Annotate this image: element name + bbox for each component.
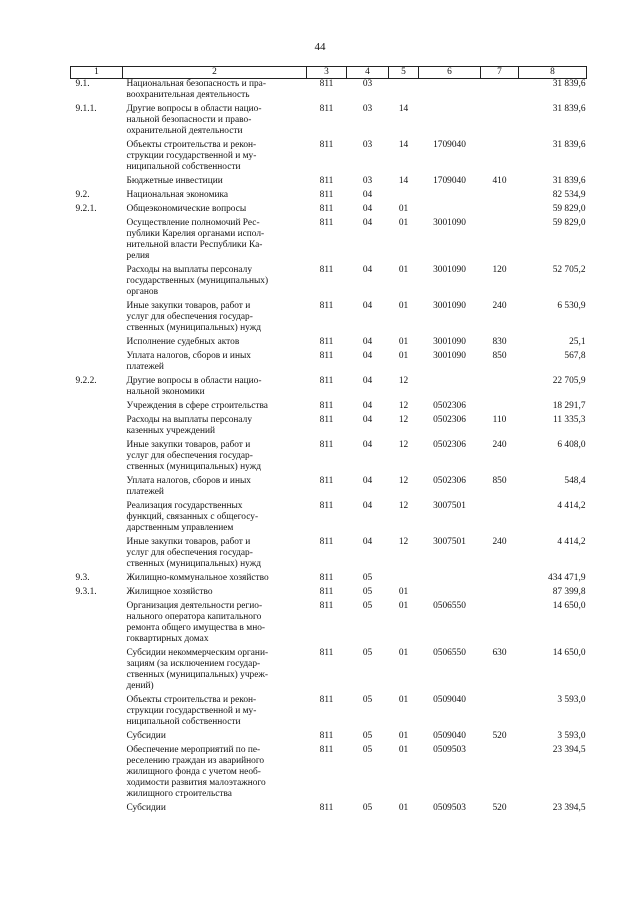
code-subsection: 12 [398, 415, 409, 425]
column-header: 3 [307, 67, 347, 79]
code-expense-type: 520 [492, 803, 507, 813]
budget-table [70, 66, 587, 814]
row-amount: 6 530,9 [557, 301, 586, 311]
code-expense-type: 120 [492, 265, 507, 275]
table-row [71, 298, 587, 334]
code-section: 04 [362, 537, 373, 547]
code-target [419, 373, 481, 398]
table-row [71, 570, 587, 584]
row-number [71, 598, 123, 645]
row-amount: 23 394,5 [552, 803, 586, 813]
row-amount: 14 650,0 [552, 601, 586, 611]
row-number: 9.2.1. [75, 204, 97, 214]
code-ministry: 811 [319, 337, 334, 347]
code-expense-type [481, 692, 519, 728]
code-target: 3001090 [433, 337, 466, 347]
code-subsection: 01 [398, 587, 409, 597]
row-number [71, 137, 123, 173]
row-number [71, 348, 123, 373]
code-ministry: 811 [319, 376, 334, 386]
page-number: 44 [314, 41, 326, 53]
code-subsection: 01 [398, 601, 409, 611]
code-ministry: 811 [319, 79, 334, 89]
row-number: 9.2.2. [75, 376, 97, 386]
row-number: 9.2. [75, 190, 90, 200]
column-header: 6 [419, 67, 481, 79]
code-target: 0509503 [433, 745, 466, 755]
row-amount: 3 593,0 [557, 731, 586, 741]
code-section: 04 [362, 204, 373, 214]
row-title: Другие вопросы в области нацио- нальной безопасности и право- охранительной деятельности [126, 104, 262, 136]
code-target: 3001090 [433, 265, 466, 275]
row-number [71, 742, 123, 800]
code-expense-type [481, 187, 519, 201]
code-subsection: 01 [398, 337, 409, 347]
row-title: Жилищно-коммунальное хозяйство [126, 573, 269, 583]
row-title: Субсидии [126, 803, 166, 813]
code-subsection: 01 [398, 265, 409, 275]
table-row [71, 534, 587, 570]
code-ministry: 811 [319, 745, 334, 755]
table-row [71, 373, 587, 398]
code-subsection: 01 [398, 204, 409, 214]
column-header: 7 [481, 67, 519, 79]
code-subsection: 12 [398, 440, 409, 450]
code-ministry: 811 [319, 351, 334, 361]
code-section: 04 [362, 218, 373, 228]
code-target: 0509503 [433, 803, 466, 813]
code-section: 03 [362, 79, 373, 89]
row-number: 9.1. [75, 79, 90, 89]
row-amount: 434 471,9 [548, 573, 586, 583]
code-ministry: 811 [319, 176, 334, 186]
code-target: 0509040 [433, 731, 466, 741]
code-subsection [389, 187, 419, 201]
table-row [71, 262, 587, 298]
row-title: Объекты строительства и рекон- струкции государственной и му- ниципальной собственности [126, 140, 257, 172]
code-section: 04 [362, 415, 373, 425]
code-section: 03 [362, 104, 373, 114]
code-section: 04 [362, 337, 373, 347]
row-amount: 4 414,2 [557, 501, 586, 511]
row-number [71, 498, 123, 534]
column-header: 5 [389, 67, 419, 79]
code-expense-type [481, 570, 519, 584]
row-title: Общеэкономические вопросы [126, 204, 247, 214]
row-number [71, 534, 123, 570]
table-row [71, 201, 587, 215]
code-ministry: 811 [319, 587, 334, 597]
column-header: 4 [347, 67, 389, 79]
code-subsection: 14 [398, 176, 409, 186]
table-row [71, 800, 587, 814]
code-subsection: 12 [398, 476, 409, 486]
code-ministry: 811 [319, 648, 334, 658]
code-section: 05 [362, 648, 373, 658]
row-title: Осуществление полномочий Рес- публики Карелия органами испол- нительной власти Республики Ка- релия [126, 218, 265, 261]
code-ministry: 811 [319, 104, 334, 114]
code-target: 3001090 [433, 351, 466, 361]
row-amount: 31 839,6 [552, 176, 586, 186]
row-amount: 6 408,0 [557, 440, 586, 450]
code-ministry: 811 [319, 218, 334, 228]
row-number [71, 692, 123, 728]
code-section: 04 [362, 301, 373, 311]
table-row [71, 398, 587, 412]
table-row [71, 437, 587, 473]
column-header: 2 [123, 67, 307, 79]
row-amount: 52 705,2 [552, 265, 586, 275]
code-expense-type: 630 [492, 648, 507, 658]
table-row [71, 101, 587, 137]
row-amount: 11 335,3 [553, 415, 586, 425]
row-title: Субсидии [126, 731, 166, 741]
code-ministry: 811 [319, 140, 334, 150]
code-section: 05 [362, 601, 373, 611]
code-target [419, 187, 481, 201]
row-title: Расходы на выплаты персоналу казенных учреждений [126, 415, 253, 436]
header-row [71, 67, 587, 79]
code-ministry: 811 [319, 476, 334, 486]
row-number [71, 800, 123, 814]
row-amount: 59 829,0 [552, 204, 586, 214]
row-amount: 31 839,6 [552, 140, 586, 150]
code-target: 3007501 [433, 537, 466, 547]
row-title: Уплата налогов, сборов и иных платежей [126, 476, 251, 497]
row-amount: 14 650,0 [552, 648, 586, 658]
row-title: Организация деятельности регио- нального оператора капитального ремонта общего имущества в мно- гоквартирных домах [126, 601, 266, 644]
table-row [71, 137, 587, 173]
row-amount: 87 399,8 [552, 587, 586, 597]
row-amount: 31 839,6 [552, 79, 586, 89]
code-expense-type [481, 79, 519, 102]
code-ministry: 811 [319, 803, 334, 813]
row-number [71, 298, 123, 334]
row-number [71, 173, 123, 187]
code-subsection: 14 [398, 140, 409, 150]
row-title: Другие вопросы в области нацио- нальной экономики [126, 376, 262, 397]
code-expense-type: 850 [492, 351, 507, 361]
table-row [71, 584, 587, 598]
code-expense-type [481, 398, 519, 412]
row-number [71, 645, 123, 692]
code-section: 04 [362, 476, 373, 486]
code-subsection: 01 [398, 301, 409, 311]
code-section: 04 [362, 376, 373, 386]
code-target: 3001090 [433, 301, 466, 311]
code-target: 0502306 [433, 476, 466, 486]
row-number [71, 262, 123, 298]
code-section: 05 [362, 695, 373, 705]
code-target: 1709040 [433, 140, 466, 150]
code-ministry: 811 [319, 190, 334, 200]
code-expense-type [481, 373, 519, 398]
table-row [71, 412, 587, 437]
row-amount: 22 705,9 [552, 376, 586, 386]
table-row [71, 187, 587, 201]
code-section: 04 [362, 501, 373, 511]
code-expense-type: 830 [492, 337, 507, 347]
row-amount: 18 291,7 [552, 401, 586, 411]
code-section: 04 [362, 265, 373, 275]
code-section: 04 [362, 401, 373, 411]
row-number: 9.1.1. [75, 104, 97, 114]
code-ministry: 811 [319, 265, 334, 275]
row-amount: 25,1 [569, 337, 586, 347]
code-ministry: 811 [319, 301, 334, 311]
code-section: 03 [362, 176, 373, 186]
row-amount: 4 414,2 [557, 537, 586, 547]
row-title: Иные закупки товаров, работ и услуг для обеспечения государ- ственных (муниципальных) нужд [126, 440, 261, 472]
code-target: 0502306 [433, 415, 466, 425]
code-ministry: 811 [319, 731, 334, 741]
row-amount: 59 829,0 [552, 218, 586, 228]
code-section: 05 [362, 803, 373, 813]
column-header: 8 [519, 67, 587, 79]
row-number [71, 398, 123, 412]
code-expense-type [481, 584, 519, 598]
row-title: Иные закупки товаров, работ и услуг для обеспечения государ- ственных (муниципальных) нужд [126, 301, 261, 333]
code-ministry: 811 [319, 440, 334, 450]
code-ministry: 811 [319, 204, 334, 214]
row-title: Жилищное хозяйство [126, 587, 213, 597]
row-amount: 31 839,6 [552, 104, 586, 114]
row-amount: 23 394,5 [552, 745, 586, 755]
row-number [71, 215, 123, 262]
table-row [71, 728, 587, 742]
table-row [71, 348, 587, 373]
row-amount: 567,8 [564, 351, 586, 361]
row-title: Национальная экономика [126, 190, 229, 200]
column-header: 1 [71, 67, 123, 79]
code-target: 0509040 [433, 695, 466, 705]
code-section: 04 [362, 440, 373, 450]
code-target [419, 79, 481, 102]
code-expense-type: 520 [492, 731, 507, 741]
row-title: Национальная безопасность и пра- воохранительная деятельность [126, 79, 266, 100]
code-subsection [389, 570, 419, 584]
code-expense-type [481, 598, 519, 645]
code-ministry: 811 [319, 401, 334, 411]
code-section: 05 [362, 731, 373, 741]
row-number [71, 437, 123, 473]
row-number [71, 728, 123, 742]
table-row [71, 645, 587, 692]
code-section: 05 [362, 573, 373, 583]
code-subsection: 12 [398, 376, 409, 386]
code-expense-type [481, 742, 519, 800]
code-section: 03 [362, 140, 373, 150]
code-subsection [389, 79, 419, 102]
row-title: Учреждения в сфере строительства [126, 401, 268, 411]
table-row [71, 498, 587, 534]
table-row [71, 692, 587, 728]
row-title: Реализация государственных функций, связанных с общегосу- дарственным управлением [126, 501, 259, 533]
row-title: Объекты строительства и рекон- струкции государственной и му- ниципальной собственности [126, 695, 257, 727]
row-title: Бюджетные инвестиции [126, 176, 223, 186]
code-subsection: 01 [398, 218, 409, 228]
code-ministry: 811 [319, 573, 334, 583]
row-amount: 82 534,9 [552, 190, 586, 200]
row-number [71, 412, 123, 437]
row-title: Субсидии некоммерческим органи- зациям (за исключением государ- ственных (муниципальных) учреж- дений) [126, 648, 269, 691]
code-ministry: 811 [319, 695, 334, 705]
row-number [71, 334, 123, 348]
code-target: 3007501 [433, 501, 466, 511]
code-target [419, 101, 481, 137]
code-target: 0502306 [433, 401, 466, 411]
code-expense-type: 850 [492, 476, 507, 486]
code-section: 05 [362, 745, 373, 755]
code-subsection: 01 [398, 731, 409, 741]
code-expense-type [481, 498, 519, 534]
row-number: 9.3. [75, 573, 90, 583]
table-row [71, 215, 587, 262]
row-number [71, 473, 123, 498]
code-subsection: 12 [398, 401, 409, 411]
table-row [71, 598, 587, 645]
code-expense-type: 240 [492, 301, 507, 311]
code-target: 0506550 [433, 648, 466, 658]
code-target: 0506550 [433, 601, 466, 611]
code-expense-type: 240 [492, 440, 507, 450]
row-amount: 3 593,0 [557, 695, 586, 705]
code-target: 3001090 [433, 218, 466, 228]
code-subsection: 01 [398, 745, 409, 755]
code-subsection: 01 [398, 648, 409, 658]
row-number: 9.3.1. [75, 587, 97, 597]
table-row [71, 742, 587, 800]
table-body [71, 79, 587, 815]
code-ministry: 811 [319, 415, 334, 425]
code-subsection: 14 [398, 104, 409, 114]
code-expense-type [481, 215, 519, 262]
code-expense-type: 410 [492, 176, 507, 186]
code-target: 0502306 [433, 440, 466, 450]
code-ministry: 811 [319, 601, 334, 611]
row-amount: 548,4 [564, 476, 586, 486]
code-section: 05 [362, 587, 373, 597]
code-subsection: 01 [398, 695, 409, 705]
row-title: Уплата налогов, сборов и иных платежей [126, 351, 251, 372]
row-title: Исполнение судебных актов [126, 337, 240, 347]
table-row [71, 334, 587, 348]
code-subsection: 12 [398, 537, 409, 547]
code-subsection: 01 [398, 351, 409, 361]
code-expense-type: 110 [492, 415, 507, 425]
row-title: Иные закупки товаров, работ и услуг для обеспечения государ- ственных (муниципальных) нужд [126, 537, 261, 569]
code-expense-type [481, 101, 519, 137]
table-row [71, 473, 587, 498]
row-title: Обеспечение мероприятий по пе- реселению граждан из аварийного жилищного фонда с учетом необ- ходимости развития малоэтажного жилищного строительства [126, 745, 266, 799]
table-row [71, 79, 587, 102]
code-expense-type: 240 [492, 537, 507, 547]
row-title: Расходы на выплаты персоналу государственных (муниципальных) органов [126, 265, 269, 297]
code-target [419, 584, 481, 598]
code-expense-type [481, 137, 519, 173]
code-section: 04 [362, 351, 373, 361]
code-ministry: 811 [319, 501, 334, 511]
code-ministry: 811 [319, 537, 334, 547]
code-target [419, 201, 481, 215]
code-target [419, 570, 481, 584]
code-target: 1709040 [433, 176, 466, 186]
code-subsection: 01 [398, 803, 409, 813]
table-row [71, 173, 587, 187]
code-subsection: 12 [398, 501, 409, 511]
code-section: 04 [362, 190, 373, 200]
code-expense-type [481, 201, 519, 215]
